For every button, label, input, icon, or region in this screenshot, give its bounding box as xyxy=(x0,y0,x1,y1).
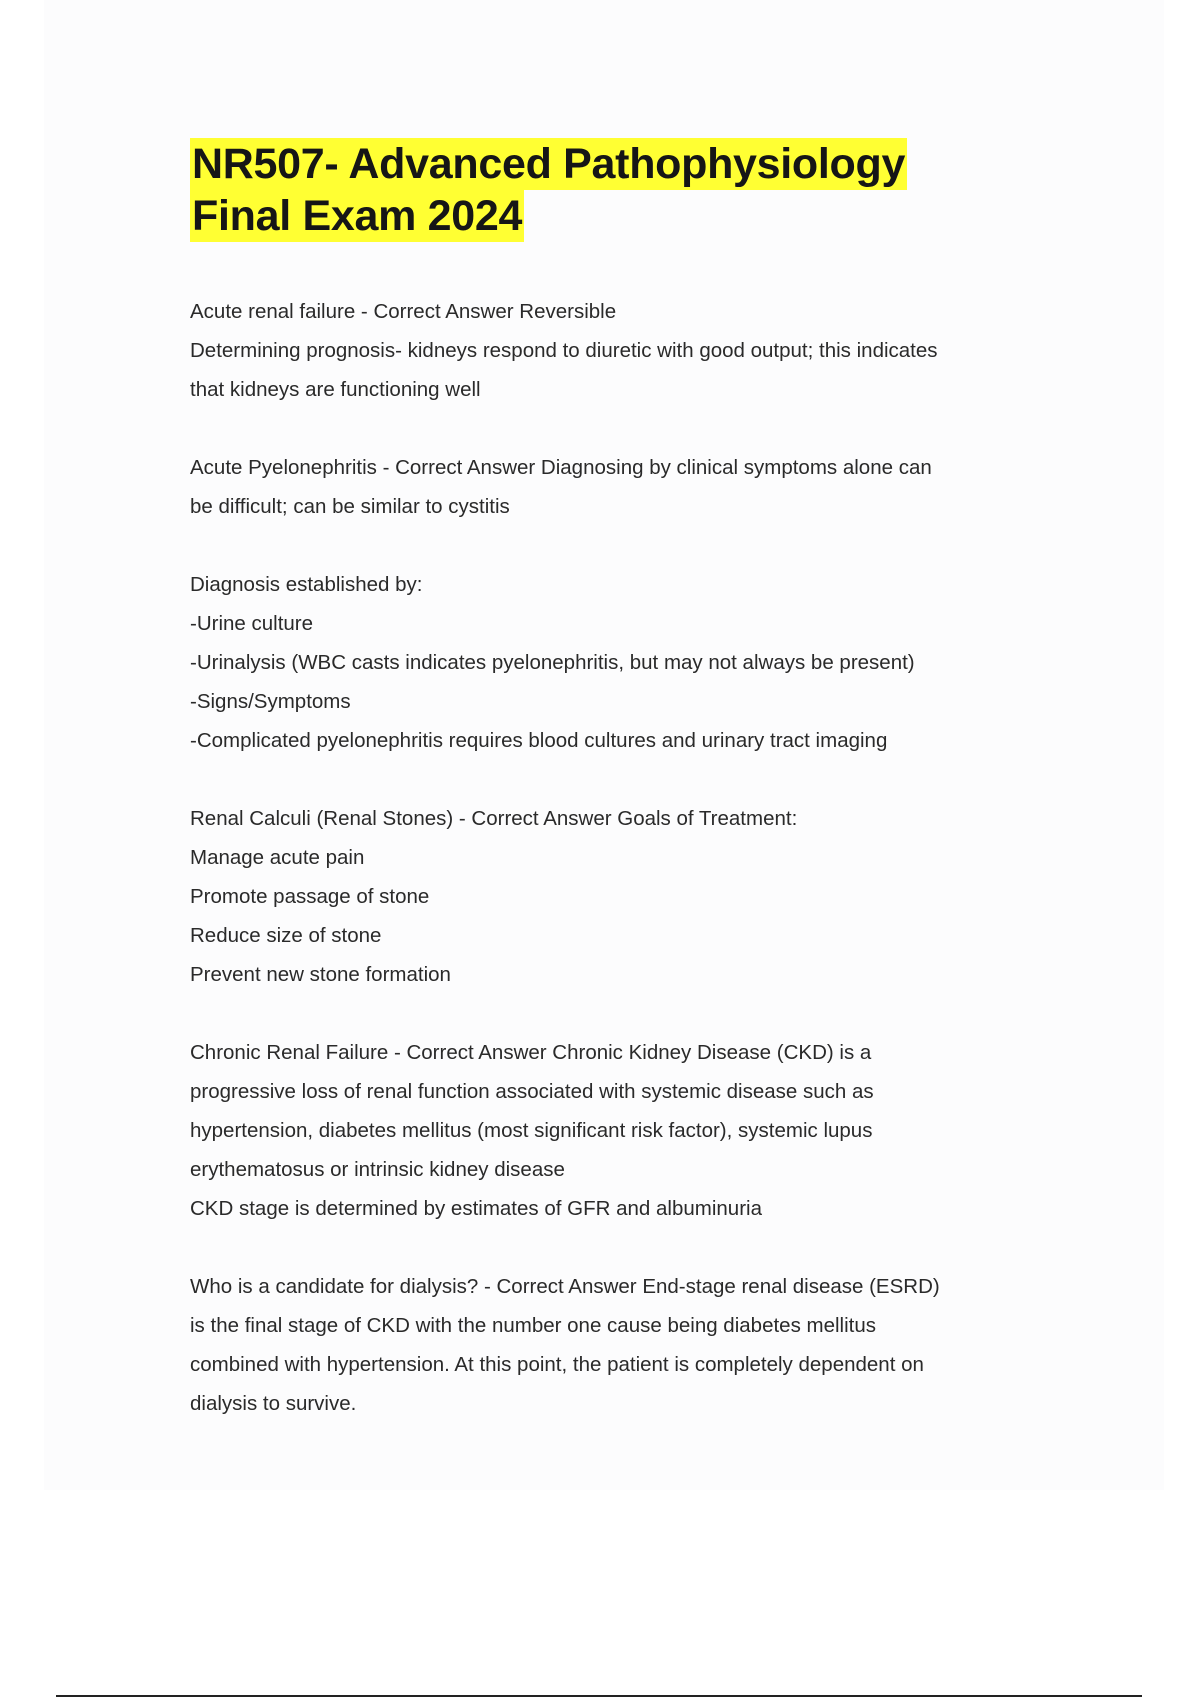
list-item: Prevent new stone formation xyxy=(190,963,451,986)
entry-line: Diagnosis established by: xyxy=(190,573,423,596)
list-item: Reduce size of stone xyxy=(190,924,382,947)
document-body xyxy=(190,292,1050,1462)
entry-line: dialysis to survive. xyxy=(190,1392,357,1415)
entry-line: Chronic Renal Failure - Correct Answer Chronic Kidney Disease (CKD) is a xyxy=(190,1041,872,1064)
title-line-2: Final Exam 2024 xyxy=(192,192,523,240)
list-item: Promote passage of stone xyxy=(190,885,430,908)
entry-line: Acute renal failure - Correct Answer Reversible xyxy=(190,300,617,323)
list-item: -Urinalysis (WBC casts indicates pyelonephritis, but may not always be present) xyxy=(190,651,915,674)
qa-entry-chronic-renal-failure xyxy=(190,1033,1050,1228)
entry-line: hypertension, diabetes mellitus (most significant risk factor), systemic lupus xyxy=(190,1119,873,1142)
qa-entry-diagnosis-established xyxy=(190,565,1050,760)
list-item: -Urine culture xyxy=(190,612,314,635)
document-title xyxy=(190,138,907,242)
qa-entry-dialysis-candidate xyxy=(190,1267,1050,1423)
qa-entry-renal-calculi xyxy=(190,799,1050,994)
title-line-1: NR507- Advanced Pathophysiology xyxy=(192,140,906,188)
qa-entry-acute-renal-failure xyxy=(190,292,1050,409)
qa-entry-acute-pyelonephritis xyxy=(190,448,1050,526)
entry-line: erythematosus or intrinsic kidney disease xyxy=(190,1158,565,1181)
entry-line: Renal Calculi (Renal Stones) - Correct Answer Goals of Treatment: xyxy=(190,807,798,830)
list-item: -Complicated pyelonephritis requires blood cultures and urinary tract imaging xyxy=(190,729,888,752)
entry-line: progressive loss of renal function associated with systemic disease such as xyxy=(190,1080,874,1103)
entry-line: CKD stage is determined by estimates of GFR and albuminuria xyxy=(190,1197,762,1220)
entry-line: is the final stage of CKD with the number one cause being diabetes mellitus xyxy=(190,1314,876,1337)
entry-line: Acute Pyelonephritis - Correct Answer Diagnosing by clinical symptoms alone can xyxy=(190,456,932,479)
entry-line: Determining prognosis- kidneys respond to diuretic with good output; this indicates xyxy=(190,339,938,362)
entry-line: be difficult; can be similar to cystitis xyxy=(190,495,510,518)
entry-line: that kidneys are functioning well xyxy=(190,378,481,401)
entry-line: Who is a candidate for dialysis? - Correct Answer End-stage renal disease (ESRD) xyxy=(190,1275,940,1298)
list-item: -Signs/Symptoms xyxy=(190,690,351,713)
list-item: Manage acute pain xyxy=(190,846,365,869)
bottom-divider xyxy=(56,1695,1142,1697)
entry-line: combined with hypertension. At this point, the patient is completely dependent on xyxy=(190,1353,924,1376)
